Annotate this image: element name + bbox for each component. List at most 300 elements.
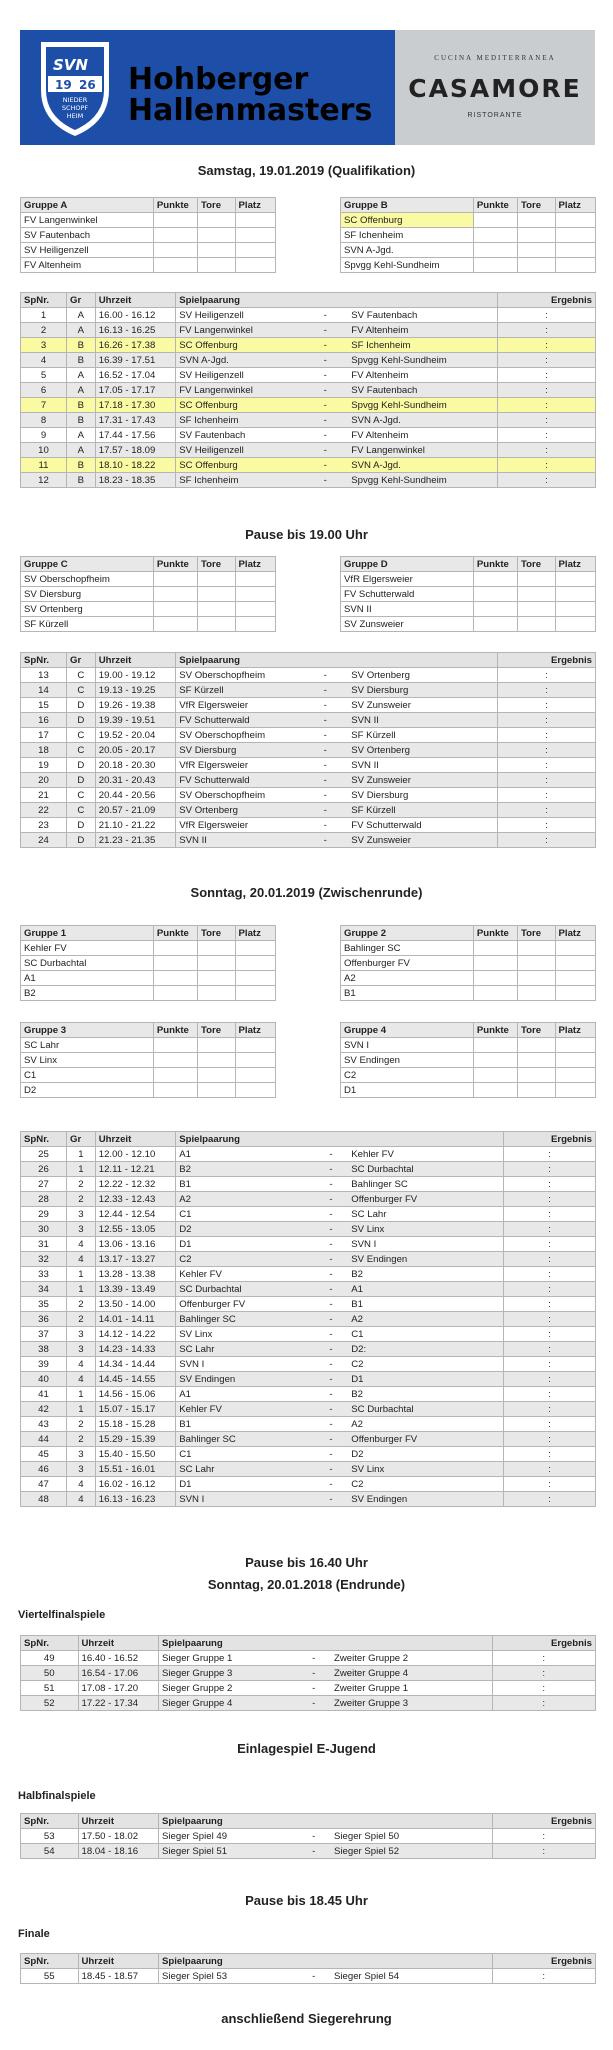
home-team: Sieger Gruppe 2: [159, 1681, 297, 1696]
away-team: C2: [348, 1357, 503, 1372]
goals-cell: [517, 1068, 555, 1083]
away-team: SV Diersburg: [348, 683, 498, 698]
goals-cell: [517, 602, 555, 617]
goals-cell: [197, 1083, 235, 1098]
team-name: SV Diersburg: [21, 587, 154, 602]
group-team-row: [21, 1083, 276, 1098]
group-team-row: [21, 986, 276, 1001]
match-time: 16.40 - 16.52: [78, 1651, 159, 1666]
sep-header: [302, 293, 348, 308]
match-result: :: [498, 353, 596, 368]
home-team: C2: [176, 1252, 314, 1267]
place-cell: [235, 956, 275, 971]
match-group: D: [67, 698, 96, 713]
goals-cell: [197, 1053, 235, 1068]
goals-header: Tore: [197, 926, 235, 941]
match-row: [21, 413, 596, 428]
away-header: [348, 293, 498, 308]
match-row: [21, 338, 596, 353]
match-row: [21, 1492, 596, 1507]
match-time: 18.23 - 18.35: [95, 473, 176, 488]
nr-header: SpNr.: [21, 1132, 67, 1147]
match-group: 2: [67, 1417, 96, 1432]
match-separator: -: [302, 413, 348, 428]
group-team-row: [21, 243, 276, 258]
match-row: [21, 323, 596, 338]
group-team-row: [341, 956, 596, 971]
match-group: 2: [67, 1312, 96, 1327]
away-team: D2:: [348, 1342, 503, 1357]
away-team: Bahlinger SC: [348, 1177, 503, 1192]
match-time: 13.17 - 13.27: [95, 1252, 176, 1267]
group-c-table: [20, 556, 276, 632]
home-team: SF Ichenheim: [176, 413, 303, 428]
goals-header: Tore: [197, 1023, 235, 1038]
match-result: :: [498, 833, 596, 848]
group-team-row: [21, 587, 276, 602]
interlude-heading: Einlagespiel E-Jugend: [237, 1741, 376, 1756]
match-number: 30: [21, 1222, 67, 1237]
match-number: 47: [21, 1477, 67, 1492]
match-result: :: [498, 308, 596, 323]
group-3-table: [20, 1022, 276, 1098]
match-separator: -: [314, 1342, 349, 1357]
match-number: 51: [21, 1681, 79, 1696]
match-separator: -: [297, 1696, 332, 1711]
match-number: 27: [21, 1177, 67, 1192]
away-team: Offenburger FV: [348, 1432, 503, 1447]
match-time: 17.18 - 17.30: [95, 398, 176, 413]
match-time: 15.29 - 15.39: [95, 1432, 176, 1447]
match-row: [21, 683, 596, 698]
result-header: Ergebnis: [492, 1636, 596, 1651]
points-header: Punkte: [473, 198, 517, 213]
match-time: 19.52 - 20.04: [95, 728, 176, 743]
place-cell: [235, 1038, 275, 1053]
match-time: 12.55 - 13.05: [95, 1222, 176, 1237]
points-header: Punkte: [473, 926, 517, 941]
match-result: :: [504, 1312, 596, 1327]
group-4-table: [340, 1022, 596, 1098]
match-time: 17.05 - 17.17: [95, 383, 176, 398]
team-name: SF Kürzell: [21, 617, 154, 632]
match-result: :: [492, 1651, 596, 1666]
goals-cell: [517, 228, 555, 243]
header-banner: [20, 30, 595, 145]
pause-3: Pause bis 18.45 Uhr: [245, 1893, 368, 1908]
match-result: :: [498, 668, 596, 683]
home-team: SV Linx: [176, 1327, 314, 1342]
points-header: Punkte: [153, 198, 197, 213]
match-separator: -: [302, 713, 348, 728]
match-time: 18.10 - 18.22: [95, 458, 176, 473]
match-separator: -: [314, 1252, 349, 1267]
final-title: Finale: [18, 1928, 50, 1940]
away-team: FV Altenheim: [348, 428, 498, 443]
time-header: Uhrzeit: [95, 293, 176, 308]
goals-cell: [197, 956, 235, 971]
match-result: :: [504, 1432, 596, 1447]
match-separator: -: [302, 743, 348, 758]
team-name: FV Altenheim: [21, 258, 154, 273]
match-group: 3: [67, 1222, 96, 1237]
team-name: SV Zunsweier: [341, 617, 474, 632]
away-header: [331, 1814, 492, 1829]
match-separator: -: [297, 1844, 332, 1859]
goals-cell: [197, 258, 235, 273]
points-header: Punkte: [473, 557, 517, 572]
goals-cell: [517, 986, 555, 1001]
match-time: 12.33 - 12.43: [95, 1192, 176, 1207]
place-cell: [555, 956, 595, 971]
match-result: :: [504, 1147, 596, 1162]
match-result: :: [492, 1681, 596, 1696]
home-team: SC Offenburg: [176, 398, 303, 413]
away-team: D1: [348, 1372, 503, 1387]
nr-header: SpNr.: [21, 1814, 79, 1829]
match-result: :: [504, 1417, 596, 1432]
home-team: Sieger Spiel 49: [159, 1829, 297, 1844]
away-team: SV Zunsweier: [348, 773, 498, 788]
away-team: A1: [348, 1282, 503, 1297]
goals-header: Tore: [517, 557, 555, 572]
schedule-header-row: [21, 1132, 596, 1147]
match-time: 15.40 - 15.50: [95, 1447, 176, 1462]
match-time: 15.51 - 16.01: [95, 1462, 176, 1477]
place-cell: [235, 228, 275, 243]
home-team: SV Oberschopfheim: [176, 728, 303, 743]
place-cell: [555, 1083, 595, 1098]
home-team: FV Langenwinkel: [176, 323, 303, 338]
title-panel: [20, 30, 395, 145]
home-team: Offenburger FV: [176, 1297, 314, 1312]
place-header: Platz: [235, 1023, 275, 1038]
goals-cell: [517, 243, 555, 258]
goals-cell: [517, 617, 555, 632]
points-cell: [473, 971, 517, 986]
team-name: SV Linx: [21, 1053, 154, 1068]
points-cell: [153, 986, 197, 1001]
place-cell: [235, 213, 275, 228]
points-header: Punkte: [473, 1023, 517, 1038]
match-number: 4: [21, 353, 67, 368]
match-number: 14: [21, 683, 67, 698]
match-time: 18.04 - 18.16: [78, 1844, 159, 1859]
match-row: [21, 1462, 596, 1477]
team-name: SF Ichenheim: [341, 228, 474, 243]
match-row: [21, 743, 596, 758]
match-result: :: [492, 1844, 596, 1859]
match-result: :: [498, 788, 596, 803]
title-line2: Hallenmasters: [128, 93, 373, 128]
match-separator: -: [302, 788, 348, 803]
home-team: SV Oberschopfheim: [176, 668, 303, 683]
match-separator: -: [314, 1192, 349, 1207]
group-1-table: [20, 925, 276, 1001]
match-separator: -: [302, 308, 348, 323]
points-cell: [473, 243, 517, 258]
points-cell: [473, 602, 517, 617]
match-group: B: [67, 413, 96, 428]
match-time: 16.02 - 16.12: [95, 1477, 176, 1492]
group-team-row: [21, 602, 276, 617]
match-result: :: [504, 1207, 596, 1222]
match-group: 1: [67, 1162, 96, 1177]
match-group: B: [67, 338, 96, 353]
nr-header: SpNr.: [21, 293, 67, 308]
goals-header: Tore: [197, 557, 235, 572]
match-group: 3: [67, 1447, 96, 1462]
home-team: SV Fautenbach: [176, 428, 303, 443]
goals-cell: [197, 971, 235, 986]
match-number: 54: [21, 1844, 79, 1859]
match-group: B: [67, 458, 96, 473]
place-cell: [235, 941, 275, 956]
match-number: 3: [21, 338, 67, 353]
day2-heading: Sonntag, 20.01.2019 (Zwischenrunde): [190, 885, 423, 900]
match-row: [21, 1162, 596, 1177]
pause-1: Pause bis 19.00 Uhr: [245, 527, 368, 542]
svg-text:SVN: SVN: [53, 56, 88, 74]
match-row: [21, 458, 596, 473]
match-row: [21, 443, 596, 458]
place-cell: [235, 1083, 275, 1098]
match-time: 14.23 - 14.33: [95, 1342, 176, 1357]
points-cell: [153, 1038, 197, 1053]
match-row: [21, 1829, 596, 1844]
match-result: :: [492, 1969, 596, 1984]
match-number: 44: [21, 1432, 67, 1447]
schedule-header-row: [21, 293, 596, 308]
match-row: [21, 368, 596, 383]
match-row: [21, 1666, 596, 1681]
match-separator: -: [314, 1477, 349, 1492]
match-separator: -: [314, 1312, 349, 1327]
title-line1: Hohberger: [128, 62, 309, 97]
home-team: Kehler FV: [176, 1267, 314, 1282]
goals-cell: [197, 243, 235, 258]
points-cell: [153, 1083, 197, 1098]
away-team: SV Fautenbach: [348, 308, 498, 323]
team-name: SV Ortenberg: [21, 602, 154, 617]
match-number: 38: [21, 1342, 67, 1357]
goals-cell: [197, 1038, 235, 1053]
away-team: SC Durbachtal: [348, 1162, 503, 1177]
match-result: :: [504, 1357, 596, 1372]
place-cell: [235, 572, 275, 587]
match-separator: -: [314, 1177, 349, 1192]
away-team: Spvgg Kehl-Sundheim: [348, 398, 498, 413]
group-team-row: [21, 1068, 276, 1083]
svg-text:SCHOPF: SCHOPF: [61, 104, 89, 112]
match-number: 24: [21, 833, 67, 848]
day1-heading: Samstag, 19.01.2019 (Qualifikation): [197, 163, 416, 178]
goals-cell: [197, 602, 235, 617]
match-group: A: [67, 428, 96, 443]
match-number: 1: [21, 308, 67, 323]
match-number: 31: [21, 1237, 67, 1252]
match-result: :: [498, 458, 596, 473]
away-team: SV Ortenberg: [348, 743, 498, 758]
away-team: D2: [348, 1447, 503, 1462]
match-separator: -: [302, 758, 348, 773]
group-team-row: [21, 572, 276, 587]
points-cell: [153, 602, 197, 617]
place-cell: [235, 1068, 275, 1083]
match-group: D: [67, 818, 96, 833]
group-team-row: [341, 243, 596, 258]
away-team: FV Langenwinkel: [348, 443, 498, 458]
sponsor-panel: [395, 30, 595, 145]
match-result: :: [504, 1282, 596, 1297]
team-name: SV Fautenbach: [21, 228, 154, 243]
home-team: B1: [176, 1177, 314, 1192]
semifinal-title: Halbfinalspiele: [18, 1790, 96, 1802]
home-team: SV Heiligenzell: [176, 308, 303, 323]
match-number: 53: [21, 1829, 79, 1844]
group-team-row: [341, 587, 596, 602]
time-header: Uhrzeit: [95, 653, 176, 668]
points-cell: [473, 1038, 517, 1053]
place-header: Platz: [555, 557, 595, 572]
match-time: 18.45 - 18.57: [78, 1969, 159, 1984]
schedule-header-row: [21, 1954, 596, 1969]
nr-header: SpNr.: [21, 1954, 79, 1969]
match-group: 4: [67, 1237, 96, 1252]
place-cell: [555, 587, 595, 602]
place-cell: [555, 1053, 595, 1068]
away-team: SF Ichenheim: [348, 338, 498, 353]
match-group: C: [67, 728, 96, 743]
points-header: Punkte: [153, 1023, 197, 1038]
goals-cell: [517, 941, 555, 956]
team-name: C2: [341, 1068, 474, 1083]
final-round-heading: Sonntag, 20.01.2018 (Endrunde): [207, 1577, 406, 1592]
match-header: Spielpaarung: [176, 293, 303, 308]
match-time: 19.13 - 19.25: [95, 683, 176, 698]
sponsor-subline: RISTORANTE: [467, 112, 523, 119]
away-team: SV Zunsweier: [348, 833, 498, 848]
home-team: Sieger Spiel 51: [159, 1844, 297, 1859]
group-team-row: [341, 617, 596, 632]
home-team: FV Langenwinkel: [176, 383, 303, 398]
team-name: SC Lahr: [21, 1038, 154, 1053]
match-separator: -: [297, 1969, 332, 1984]
group-team-row: [21, 258, 276, 273]
match-time: 12.22 - 12.32: [95, 1177, 176, 1192]
match-row: [21, 1327, 596, 1342]
home-team: A2: [176, 1192, 314, 1207]
goals-cell: [517, 956, 555, 971]
away-team: Spvgg Kehl-Sundheim: [348, 353, 498, 368]
match-result: :: [498, 368, 596, 383]
match-header: Spielpaarung: [159, 1814, 297, 1829]
result-header: Ergebnis: [498, 293, 596, 308]
home-team: SC Lahr: [176, 1342, 314, 1357]
match-result: :: [504, 1372, 596, 1387]
away-team: SVN II: [348, 758, 498, 773]
team-name: Spvgg Kehl-Sundheim: [341, 258, 474, 273]
match-result: :: [504, 1342, 596, 1357]
match-separator: -: [314, 1417, 349, 1432]
away-team: SVN II: [348, 713, 498, 728]
nr-header: SpNr.: [21, 1636, 79, 1651]
match-time: 17.50 - 18.02: [78, 1829, 159, 1844]
team-name: SC Offenburg: [341, 213, 474, 228]
match-number: 37: [21, 1327, 67, 1342]
match-separator: -: [314, 1222, 349, 1237]
match-row: [21, 1447, 596, 1462]
schedule-final: [20, 1953, 596, 1984]
home-team: SV Diersburg: [176, 743, 303, 758]
match-time: 12.11 - 12.21: [95, 1162, 176, 1177]
points-cell: [153, 971, 197, 986]
group-header: Gr: [67, 293, 96, 308]
place-cell: [235, 986, 275, 1001]
match-separator: -: [302, 698, 348, 713]
away-team: SV Endingen: [348, 1492, 503, 1507]
goals-cell: [197, 587, 235, 602]
match-time: 20.44 - 20.56: [95, 788, 176, 803]
away-team: Offenburger FV: [348, 1192, 503, 1207]
goals-cell: [517, 971, 555, 986]
match-group: 4: [67, 1492, 96, 1507]
match-separator: -: [302, 773, 348, 788]
sep-header: [297, 1954, 332, 1969]
match-number: 7: [21, 398, 67, 413]
points-header: Punkte: [153, 926, 197, 941]
match-result: :: [498, 428, 596, 443]
match-row: [21, 1267, 596, 1282]
match-number: 9: [21, 428, 67, 443]
match-separator: -: [314, 1207, 349, 1222]
match-separator: -: [314, 1357, 349, 1372]
match-separator: -: [297, 1829, 332, 1844]
goals-cell: [517, 213, 555, 228]
match-group: D: [67, 773, 96, 788]
svg-text:NIEDER: NIEDER: [62, 96, 88, 104]
team-name: SVN II: [341, 602, 474, 617]
home-team: Bahlinger SC: [176, 1312, 314, 1327]
goals-header: Tore: [517, 1023, 555, 1038]
points-cell: [473, 617, 517, 632]
place-cell: [235, 258, 275, 273]
match-row: [21, 1969, 596, 1984]
home-team: A1: [176, 1147, 314, 1162]
sep-header: [297, 1814, 332, 1829]
match-time: 13.06 - 13.16: [95, 1237, 176, 1252]
match-separator: -: [297, 1681, 332, 1696]
points-cell: [473, 986, 517, 1001]
group-b-table: [340, 197, 596, 273]
match-number: 13: [21, 668, 67, 683]
team-name: SV Endingen: [341, 1053, 474, 1068]
match-result: :: [498, 473, 596, 488]
schedule-header-row: [21, 1636, 596, 1651]
match-row: [21, 668, 596, 683]
match-time: 15.18 - 15.28: [95, 1417, 176, 1432]
group-name: Gruppe 2: [341, 926, 474, 941]
away-header: [331, 1954, 492, 1969]
group-team-row: [341, 1038, 596, 1053]
home-team: SV Heiligenzell: [176, 368, 303, 383]
match-time: 12.44 - 12.54: [95, 1207, 176, 1222]
home-team: Kehler FV: [176, 1402, 314, 1417]
match-row: [21, 1477, 596, 1492]
match-result: :: [498, 758, 596, 773]
away-team: B2: [348, 1387, 503, 1402]
group-team-row: [341, 228, 596, 243]
